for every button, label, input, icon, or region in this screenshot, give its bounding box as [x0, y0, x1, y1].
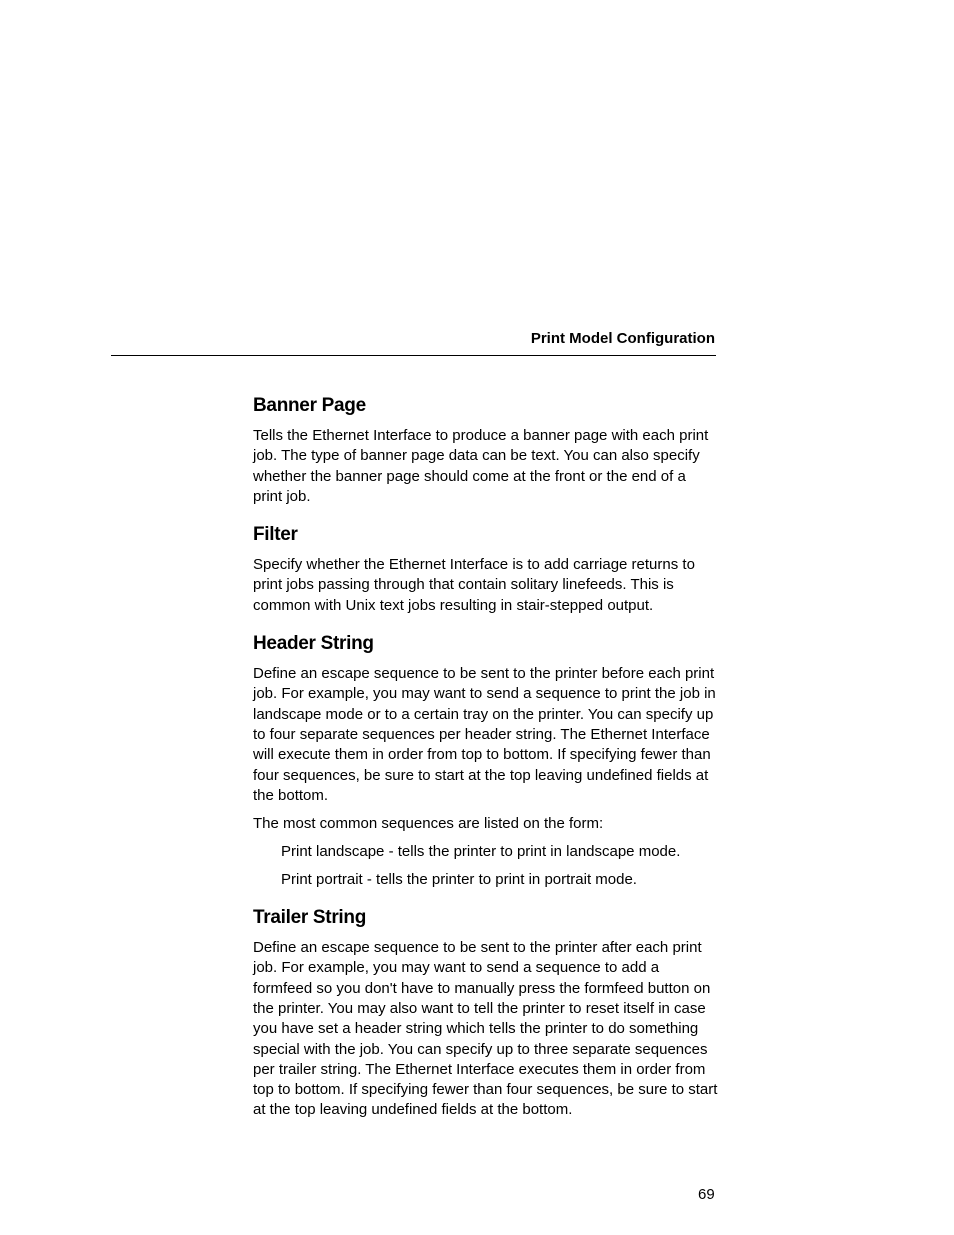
running-head: Print Model Configuration	[530, 330, 715, 347]
section-heading: Trailer String	[253, 907, 367, 929]
page-number: 69	[698, 1186, 715, 1203]
page-content	[253, 394, 719, 1137]
page-header	[111, 328, 716, 356]
section-heading: Filter	[253, 524, 298, 546]
section-banner-page	[253, 394, 719, 507]
section-paragraph: The most common sequences are listed on the form:	[253, 815, 604, 833]
section-header-string	[253, 632, 719, 890]
list-item: Print portrait - tells the printer to print in portrait mode.	[281, 870, 637, 888]
section-paragraph: Define an escape sequence to be sent to the printer before each print job. For example, you may want to send a sequence to print the job in landscape mode or to a certain tray on the printer. You can specify up to four separate sequences per header string. The Ethernet Interface will execute them in order from top to bottom. If specifying fewer than four sequences, be sure to start at the top leaving undefined fields at the bottom.	[253, 665, 716, 804]
section-paragraph: Specify whether the Ethernet Interface is to add carriage returns to print jobs passing through that contain solitary linefeeds. This is common with Unix text jobs resulting in stair-stepped output.	[253, 556, 695, 614]
section-filter	[253, 523, 719, 616]
section-paragraph: Define an escape sequence to be sent to the printer after each print job. For example, you may want to send a sequence to add a formfeed so you don't have to manually press the formfeed button on the printer. You may also want to tell the printer to reset itself in case you have set a header string which tells the printer to do something special with the job. You can specify up to three separate sequences per trailer string. The Ethernet Interface executes them in order from top to bottom. If specifying fewer than four sequences, be sure to start at the top leaving undefined fields at the bottom.	[253, 939, 718, 1119]
list-item: Print landscape - tells the printer to print in landscape mode.	[281, 842, 681, 860]
section-heading: Banner Page	[253, 395, 366, 416]
section-paragraph: Tells the Ethernet Interface to produce a banner page with each print job. The type of banner page data can be text. You can also specify whether the banner page should come at the front or the end of a print job.	[253, 427, 709, 505]
section-trailer-string	[253, 906, 719, 1121]
section-heading: Header String	[253, 633, 374, 655]
